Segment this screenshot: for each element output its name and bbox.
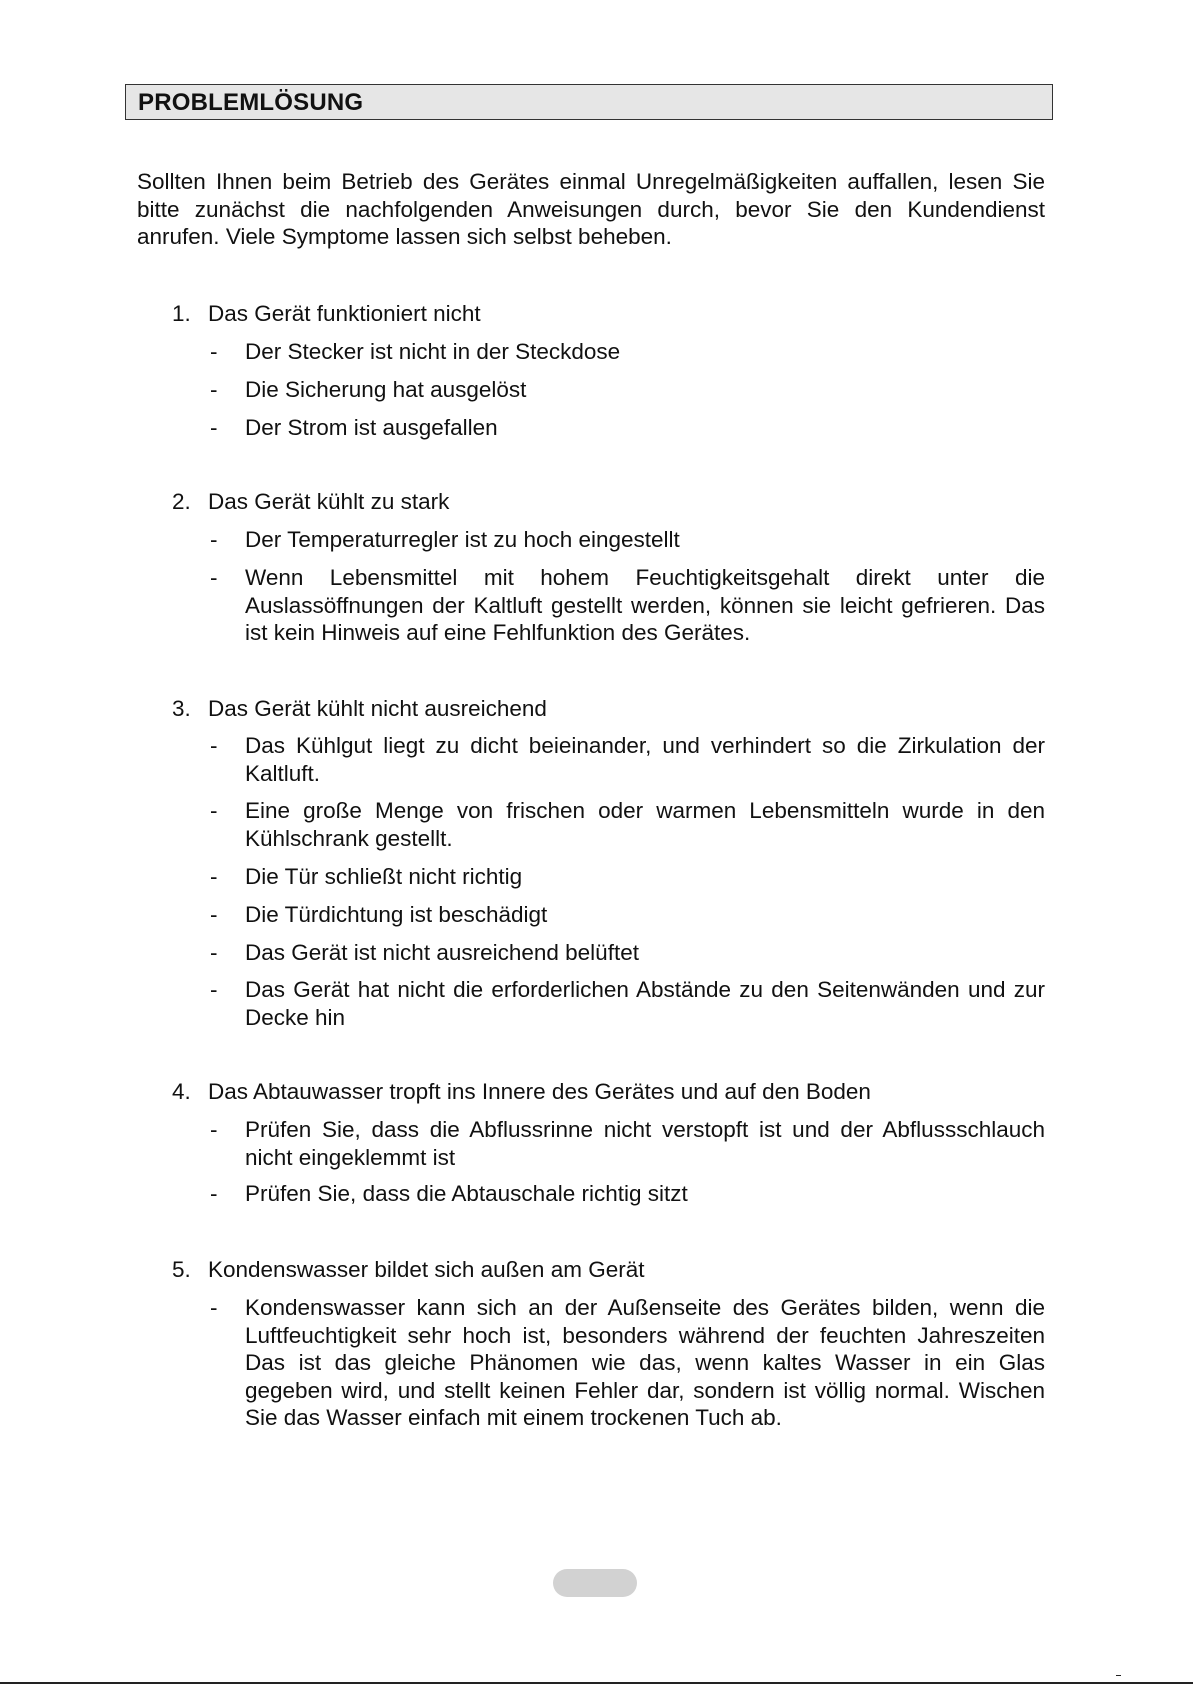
section-heading [0,488,1193,518]
section-heading [0,1078,1193,1108]
section-heading [0,695,1193,725]
section-number: 3. [172,696,191,721]
list-item-text: Die Tür schließt nicht richtig [245,864,523,889]
intro-paragraph: Sollten Ihnen beim Betrieb des Gerätes einmal Unregelmäßigkeiten auffallen, lesen Sie bitte zunächst die nachfolgenden Anweisungen durch, bevor Sie den Kundendienst anrufen. Viele Symptome lassen sich selbst beheben. [137,169,1045,249]
list-item-text: Das Gerät ist nicht ausreichend belüftet [245,940,639,965]
section-title: Das Gerät kühlt zu stark [208,489,450,514]
bullet-dash: - [210,977,218,1002]
bullet-dash: - [210,377,218,402]
list-item-text: Prüfen Sie, dass die Abflussrinne nicht verstopft ist und der Abflussschlauch nicht eingeklemmt ist [245,1117,1045,1170]
bullet-dash: - [210,1117,218,1142]
bullet-dash: - [210,798,218,823]
list-item-text: Kondenswasser kann sich an der Außenseite des Gerätes bilden, wenn die Luftfeuchtigkeit sehr hoch ist, besonders während der feuchten Jahreszeiten Das ist das gleiche Phänomen wie das, wenn kaltes Wasser in ein Glas gegeben wird, und stellt keinen Fehler dar, sondern ist völlig normal. Wischen Sie das Wasser einfach mit einem trockenen Tuch ab. [245,1295,1045,1430]
bullet-dash: - [210,1181,218,1206]
page-number-pill [553,1569,637,1597]
section-heading [0,300,1193,330]
list-item-text: Das Gerät hat nicht die erforderlichen Abstände zu den Seitenwänden und zur Decke hin [245,977,1045,1030]
section-number: 4. [172,1079,191,1104]
list-item-text: Wenn Lebensmittel mit hohem Feuchtigkeitsgehalt direkt unter die Auslassöffnungen der Kaltluft gestellt werden, können sie leicht gefrieren. Das ist kein Hinweis auf eine Fehlfunktion des Gerätes. [245,565,1045,645]
section-title-box [125,84,1053,120]
list-item-text: Der Temperaturregler ist zu hoch eingestellt [245,527,680,552]
section-title: Das Abtauwasser tropft ins Innere des Gerätes und auf den Boden [208,1079,871,1104]
list-item-text: Prüfen Sie, dass die Abtauschale richtig sitzt [245,1181,688,1206]
bullet-dash: - [210,415,218,440]
list-item-text: Die Türdichtung ist beschädigt [245,902,548,927]
section-number: 1. [172,301,191,326]
section-title: Das Gerät funktioniert nicht [208,301,481,326]
list-item-text: Die Sicherung hat ausgelöst [245,377,527,402]
bullet-dash: - [210,902,218,927]
section-number: 5. [172,1257,191,1282]
list-item-text: Das Kühlgut liegt zu dicht beieinander, und verhindert so die Zirkulation der Kaltluft. [245,733,1045,786]
bullet-dash: - [210,733,218,758]
corner-mark [1116,1675,1121,1676]
section-title: Kondenswasser bildet sich außen am Gerät [208,1257,645,1282]
bullet-dash: - [210,864,218,889]
list-item-text: Der Strom ist ausgefallen [245,415,498,440]
list-item-text: Der Stecker ist nicht in der Steckdose [245,339,621,364]
bottom-rule [0,1682,1193,1684]
section-number: 2. [172,489,191,514]
section-heading [0,1256,1193,1286]
bullet-dash: - [210,1295,218,1320]
list-item-text: Eine große Menge von frischen oder warmen Lebensmitteln wurde in den Kühlschrank gestellt. [245,798,1045,851]
page-title: PROBLEMLÖSUNG [138,89,364,116]
bullet-dash: - [210,339,218,364]
bullet-dash: - [210,527,218,552]
bullet-dash: - [210,940,218,965]
bullet-dash: - [210,565,218,590]
section-title: Das Gerät kühlt nicht ausreichend [208,696,547,721]
